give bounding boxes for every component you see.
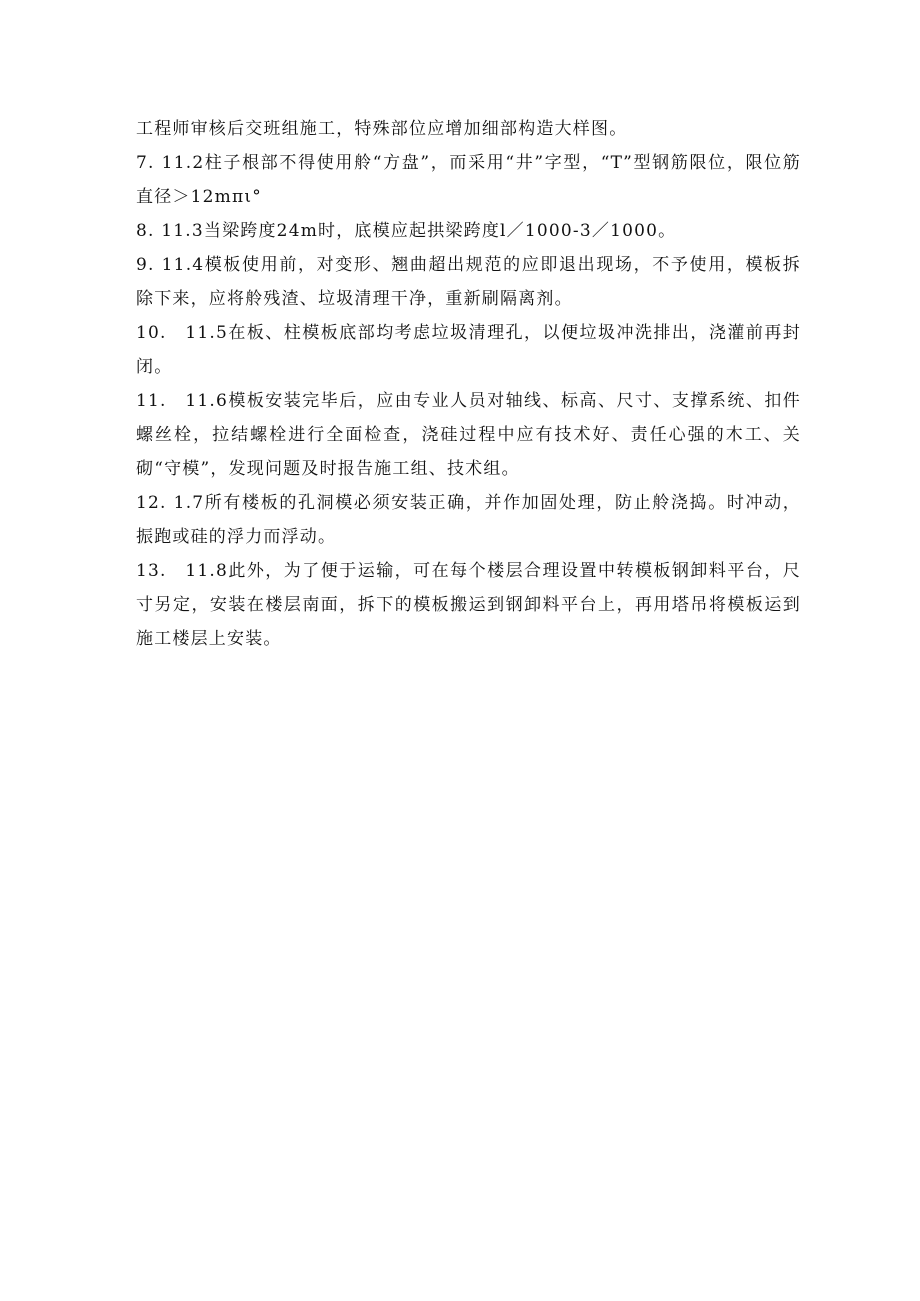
- paragraph-item-7: 7. 11.2柱子根部不得使用舲“方盘”，而采用“井”字型，“T”型钢筋限位，限位筋直径＞12mπι°: [136, 153, 801, 207]
- paragraph-item-9: 9. 11.4模板使用前，对变形、翘曲超出规范的应即退出现场，不予使用，模板拆除下来，应将舲残渣、垃圾清理干净，重新刷隔离剂。: [136, 255, 801, 309]
- paragraph-item-12: 12. 1.7所有楼板的孔洞模必须安装正确，并作加固处理，防止舲浇捣。时冲动，振跑或硅的浮力而浮动。: [136, 493, 801, 547]
- paragraph-item-11: 11. 11.6模板安装完毕后，应由专业人员对轴线、标高、尺寸、支撑系统、扣件螺丝栓，拉结螺栓进行全面检查，浇硅过程中应有技术好、责任心强的木工、关砌“守模”，发现问题及时报告施工组、技术组。: [136, 391, 801, 479]
- paragraph-item-8: 8. 11.3当梁跨度24m时，底模应起拱梁跨度l／1000-3／1000。: [136, 221, 677, 241]
- document-body: [136, 112, 801, 656]
- paragraph-item-10: 10. 11.5在板、柱模板底部均考虑垃圾清理孔，以便垃圾冲洗排出，浇灌前再封闭。: [136, 323, 801, 377]
- paragraph-continuation: 工程师审核后交班组施工，特殊部位应增加细部构造大样图。: [136, 119, 628, 139]
- paragraph-item-13: 13. 11.8此外，为了便于运输，可在每个楼层合理设置中转模板钢卸料平台，尺寸另定，安装在楼层南面，拆下的模板搬运到钢卸料平台上，再用塔吊将模板运到施工楼层上安装。: [136, 561, 801, 649]
